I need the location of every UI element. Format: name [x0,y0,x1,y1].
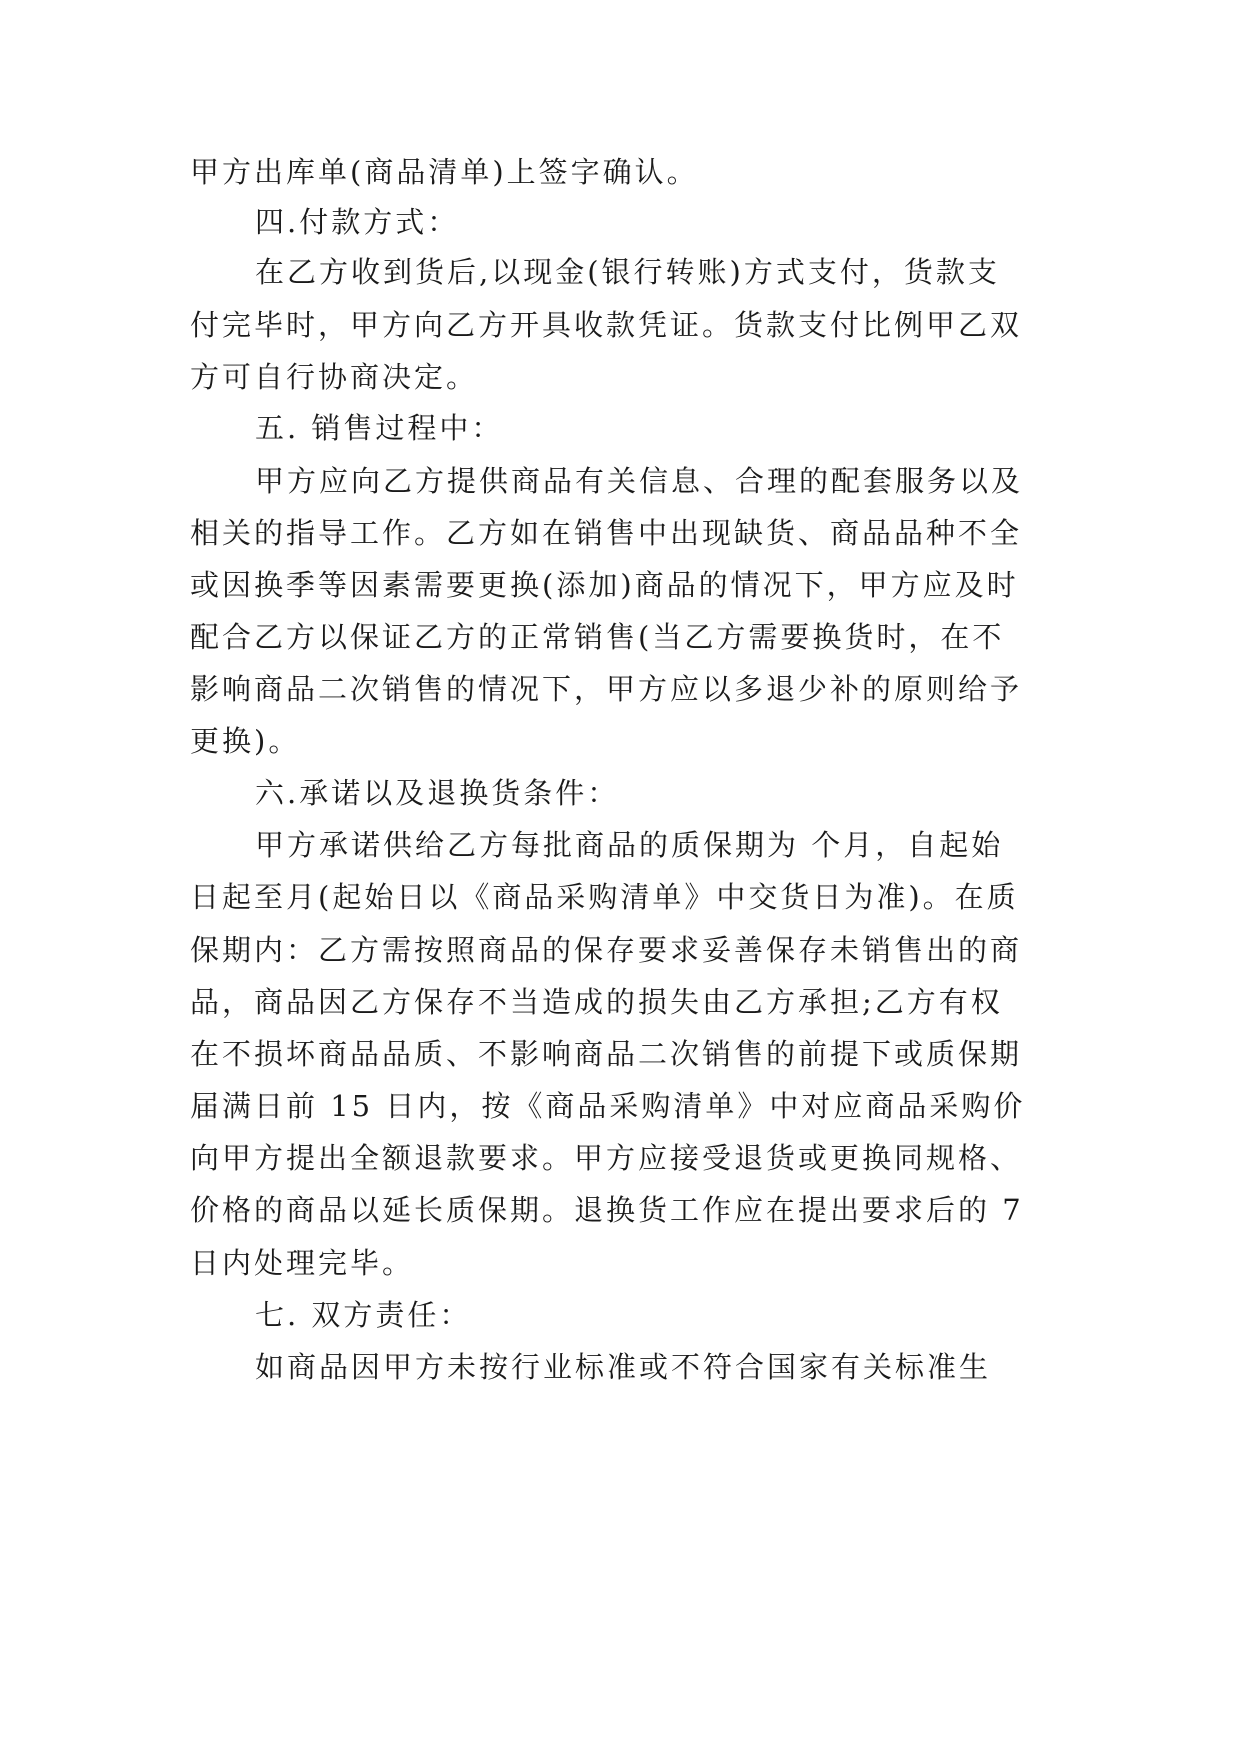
text-line: 配合乙方以保证乙方的正常销售(当乙方需要换货时，在不 [190,620,1005,654]
text-line: 付完毕时，甲方向乙方开具收款凭证。货款支付比例甲乙双 [190,308,1023,342]
text-line: 甲方出库单(商品清单)上签字确认。 [190,155,699,189]
section-heading-commitment: 六.承诺以及退换货条件： [255,776,620,810]
text-line: 或因换季等因素需要更换(添加)商品的情况下，甲方应及时 [190,568,1019,602]
text-line: 日起至月(起始日以《商品采购清单》中交货日为准)。在质 [190,880,1019,914]
text-line: 甲方应向乙方提供商品有关信息、合理的配套服务以及 [255,464,1024,498]
text-line: 保期内：乙方需按照商品的保存要求妥善保存未销售出的商 [190,933,1023,967]
text-line: 价格的商品以延长质保期。退换货工作应在提出要求后的 7 [190,1193,1024,1227]
text-line: 影响商品二次销售的情况下，甲方应以多退少补的原则给予 [190,672,1023,706]
text-line: 在不损坏商品品质、不影响商品二次销售的前提下或质保期 [190,1037,1023,1071]
text-line: 日内处理完毕。 [190,1246,415,1280]
text-line: 在乙方收到货后,以现金(银行转账)方式支付，货款支 [255,255,1000,289]
section-heading-payment: 四.付款方式： [255,205,460,239]
section-heading-responsibilities: 七. 双方责任： [255,1298,472,1332]
text-line: 相关的指导工作。乙方如在销售中出现缺货、商品品种不全 [190,516,1023,550]
section-heading-sales: 五. 销售过程中： [255,411,504,445]
text-line: 向甲方提出全额退款要求。甲方应接受退货或更换同规格、 [190,1141,1023,1175]
text-line: 方可自行协商决定。 [190,360,479,394]
text-line: 如商品因甲方未按行业标准或不符合国家有关标准生 [255,1350,992,1384]
text-line: 品，商品因乙方保存不当造成的损失由乙方承担;乙方有权 [190,985,1003,1019]
text-line: 更换)。 [190,724,301,758]
text-line: 甲方承诺供给乙方每批商品的质保期为 个月，自起始 [255,828,1004,862]
text-line: 届满日前 15 日内，按《商品采购清单》中对应商品采购价 [190,1089,1026,1123]
